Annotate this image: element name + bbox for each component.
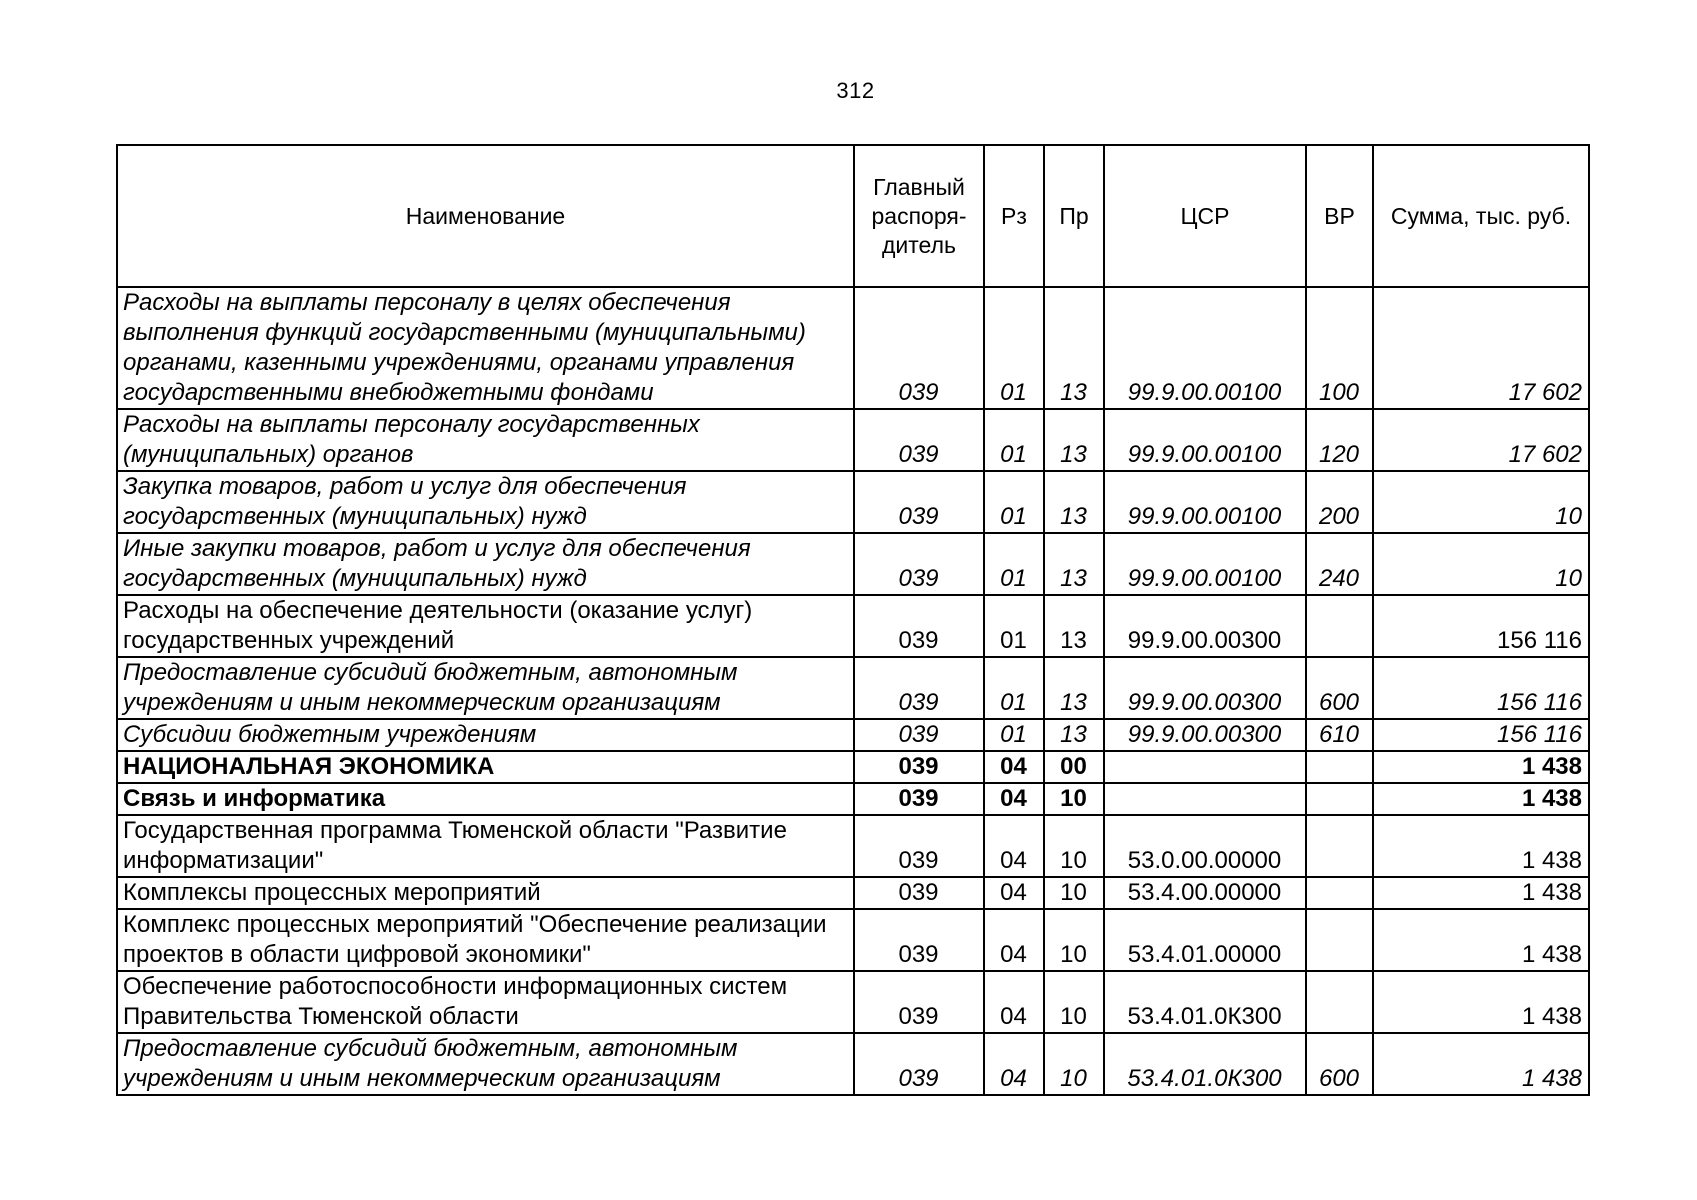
header-pr: Пр	[1044, 145, 1104, 287]
cell-name: Комплекс процессных мероприятий "Обеспечение реализации проектов в области цифровой экономики"	[117, 909, 854, 971]
cell-rz: 04	[984, 751, 1044, 783]
cell-rz: 01	[984, 287, 1044, 409]
cell-admin: 039	[854, 595, 984, 657]
cell-admin: 039	[854, 657, 984, 719]
table-row	[117, 719, 1589, 751]
cell-admin: 039	[854, 287, 984, 409]
cell-sum: 1 438	[1373, 783, 1589, 815]
cell-csr: 53.4.01.00000	[1104, 909, 1306, 971]
cell-rz: 01	[984, 595, 1044, 657]
cell-sum: 1 438	[1373, 815, 1589, 877]
cell-admin: 039	[854, 719, 984, 751]
cell-vr	[1306, 595, 1373, 657]
cell-pr: 13	[1044, 287, 1104, 409]
cell-vr: 600	[1306, 1033, 1373, 1095]
cell-csr: 53.4.01.0К300	[1104, 971, 1306, 1033]
cell-pr: 10	[1044, 815, 1104, 877]
cell-sum: 17 602	[1373, 409, 1589, 471]
cell-csr: 53.4.00.00000	[1104, 877, 1306, 909]
cell-rz: 04	[984, 1033, 1044, 1095]
cell-pr: 10	[1044, 877, 1104, 909]
cell-rz: 01	[984, 409, 1044, 471]
cell-name: НАЦИОНАЛЬНАЯ ЭКОНОМИКА	[117, 751, 854, 783]
cell-vr	[1306, 783, 1373, 815]
cell-name: Расходы на выплаты персоналу в целях обеспечения выполнения функций государственными (муниципальными) органами, казенными учреждениями, органами управления государственными внебюджетными фондами	[117, 287, 854, 409]
table-header-row	[117, 145, 1589, 287]
table-body	[117, 287, 1589, 1095]
cell-csr: 99.9.00.00300	[1104, 719, 1306, 751]
table-row	[117, 783, 1589, 815]
cell-admin: 039	[854, 409, 984, 471]
cell-csr: 99.9.00.00100	[1104, 471, 1306, 533]
cell-csr	[1104, 783, 1306, 815]
cell-sum: 1 438	[1373, 1033, 1589, 1095]
cell-sum: 1 438	[1373, 971, 1589, 1033]
cell-vr	[1306, 815, 1373, 877]
cell-pr: 10	[1044, 1033, 1104, 1095]
cell-admin: 039	[854, 909, 984, 971]
cell-csr	[1104, 751, 1306, 783]
header-vr: ВР	[1306, 145, 1373, 287]
cell-pr: 10	[1044, 909, 1104, 971]
cell-vr: 610	[1306, 719, 1373, 751]
cell-sum: 10	[1373, 471, 1589, 533]
cell-vr: 240	[1306, 533, 1373, 595]
table-row	[117, 1033, 1589, 1095]
cell-csr: 99.9.00.00100	[1104, 287, 1306, 409]
cell-pr: 10	[1044, 783, 1104, 815]
cell-name: Иные закупки товаров, работ и услуг для обеспечения государственных (муниципальных) нужд	[117, 533, 854, 595]
table-row	[117, 595, 1589, 657]
cell-admin: 039	[854, 815, 984, 877]
header-csr: ЦСР	[1104, 145, 1306, 287]
cell-csr: 99.9.00.00300	[1104, 595, 1306, 657]
cell-pr: 13	[1044, 409, 1104, 471]
cell-pr: 10	[1044, 971, 1104, 1033]
cell-rz: 04	[984, 877, 1044, 909]
cell-pr: 13	[1044, 471, 1104, 533]
cell-rz: 04	[984, 783, 1044, 815]
cell-name: Закупка товаров, работ и услуг для обеспечения государственных (муниципальных) нужд	[117, 471, 854, 533]
cell-name: Государственная программа Тюменской области "Развитие информатизации"	[117, 815, 854, 877]
cell-name: Обеспечение работоспособности информационных систем Правительства Тюменской области	[117, 971, 854, 1033]
cell-sum: 156 116	[1373, 719, 1589, 751]
table-row	[117, 971, 1589, 1033]
cell-admin: 039	[854, 971, 984, 1033]
cell-admin: 039	[854, 1033, 984, 1095]
cell-pr: 13	[1044, 719, 1104, 751]
cell-rz: 01	[984, 471, 1044, 533]
cell-name: Субсидии бюджетным учреждениям	[117, 719, 854, 751]
cell-rz: 01	[984, 719, 1044, 751]
cell-name: Расходы на выплаты персоналу государственных (муниципальных) органов	[117, 409, 854, 471]
table-row	[117, 471, 1589, 533]
cell-vr	[1306, 751, 1373, 783]
cell-pr: 13	[1044, 533, 1104, 595]
header-admin: Главный распоря-дитель	[854, 145, 984, 287]
header-name: Наименование	[117, 145, 854, 287]
cell-sum: 156 116	[1373, 657, 1589, 719]
cell-rz: 04	[984, 971, 1044, 1033]
cell-rz: 04	[984, 815, 1044, 877]
cell-vr: 100	[1306, 287, 1373, 409]
cell-sum: 1 438	[1373, 909, 1589, 971]
cell-csr: 99.9.00.00300	[1104, 657, 1306, 719]
table-row	[117, 815, 1589, 877]
cell-rz: 04	[984, 909, 1044, 971]
cell-name: Расходы на обеспечение деятельности (оказание услуг) государственных учреждений	[117, 595, 854, 657]
table-row	[117, 409, 1589, 471]
cell-admin: 039	[854, 751, 984, 783]
table-row	[117, 287, 1589, 409]
cell-csr: 99.9.00.00100	[1104, 409, 1306, 471]
cell-sum: 1 438	[1373, 751, 1589, 783]
cell-name: Предоставление субсидий бюджетным, автономным учреждениям и иным некоммерческим организациям	[117, 1033, 854, 1095]
cell-pr: 13	[1044, 657, 1104, 719]
cell-name: Комплексы процессных мероприятий	[117, 877, 854, 909]
cell-rz: 01	[984, 533, 1044, 595]
cell-csr: 53.4.01.0К300	[1104, 1033, 1306, 1095]
table-row	[117, 877, 1589, 909]
cell-vr	[1306, 877, 1373, 909]
header-rz: Рз	[984, 145, 1044, 287]
budget-table	[116, 144, 1590, 1096]
page-number: 312	[836, 78, 875, 103]
cell-vr: 600	[1306, 657, 1373, 719]
cell-vr	[1306, 971, 1373, 1033]
cell-sum: 17 602	[1373, 287, 1589, 409]
cell-rz: 01	[984, 657, 1044, 719]
cell-admin: 039	[854, 783, 984, 815]
table-row	[117, 909, 1589, 971]
cell-name: Связь и информатика	[117, 783, 854, 815]
cell-pr: 00	[1044, 751, 1104, 783]
cell-sum: 10	[1373, 533, 1589, 595]
cell-vr: 120	[1306, 409, 1373, 471]
table-row	[117, 533, 1589, 595]
cell-admin: 039	[854, 471, 984, 533]
cell-name: Предоставление субсидий бюджетным, автономным учреждениям и иным некоммерческим организациям	[117, 657, 854, 719]
cell-csr: 53.0.00.00000	[1104, 815, 1306, 877]
cell-pr: 13	[1044, 595, 1104, 657]
cell-sum: 156 116	[1373, 595, 1589, 657]
table-row	[117, 657, 1589, 719]
cell-sum: 1 438	[1373, 877, 1589, 909]
header-sum: Сумма, тыс. руб.	[1373, 145, 1589, 287]
cell-vr: 200	[1306, 471, 1373, 533]
cell-vr	[1306, 909, 1373, 971]
cell-csr: 99.9.00.00100	[1104, 533, 1306, 595]
cell-admin: 039	[854, 877, 984, 909]
table-row	[117, 751, 1589, 783]
cell-admin: 039	[854, 533, 984, 595]
